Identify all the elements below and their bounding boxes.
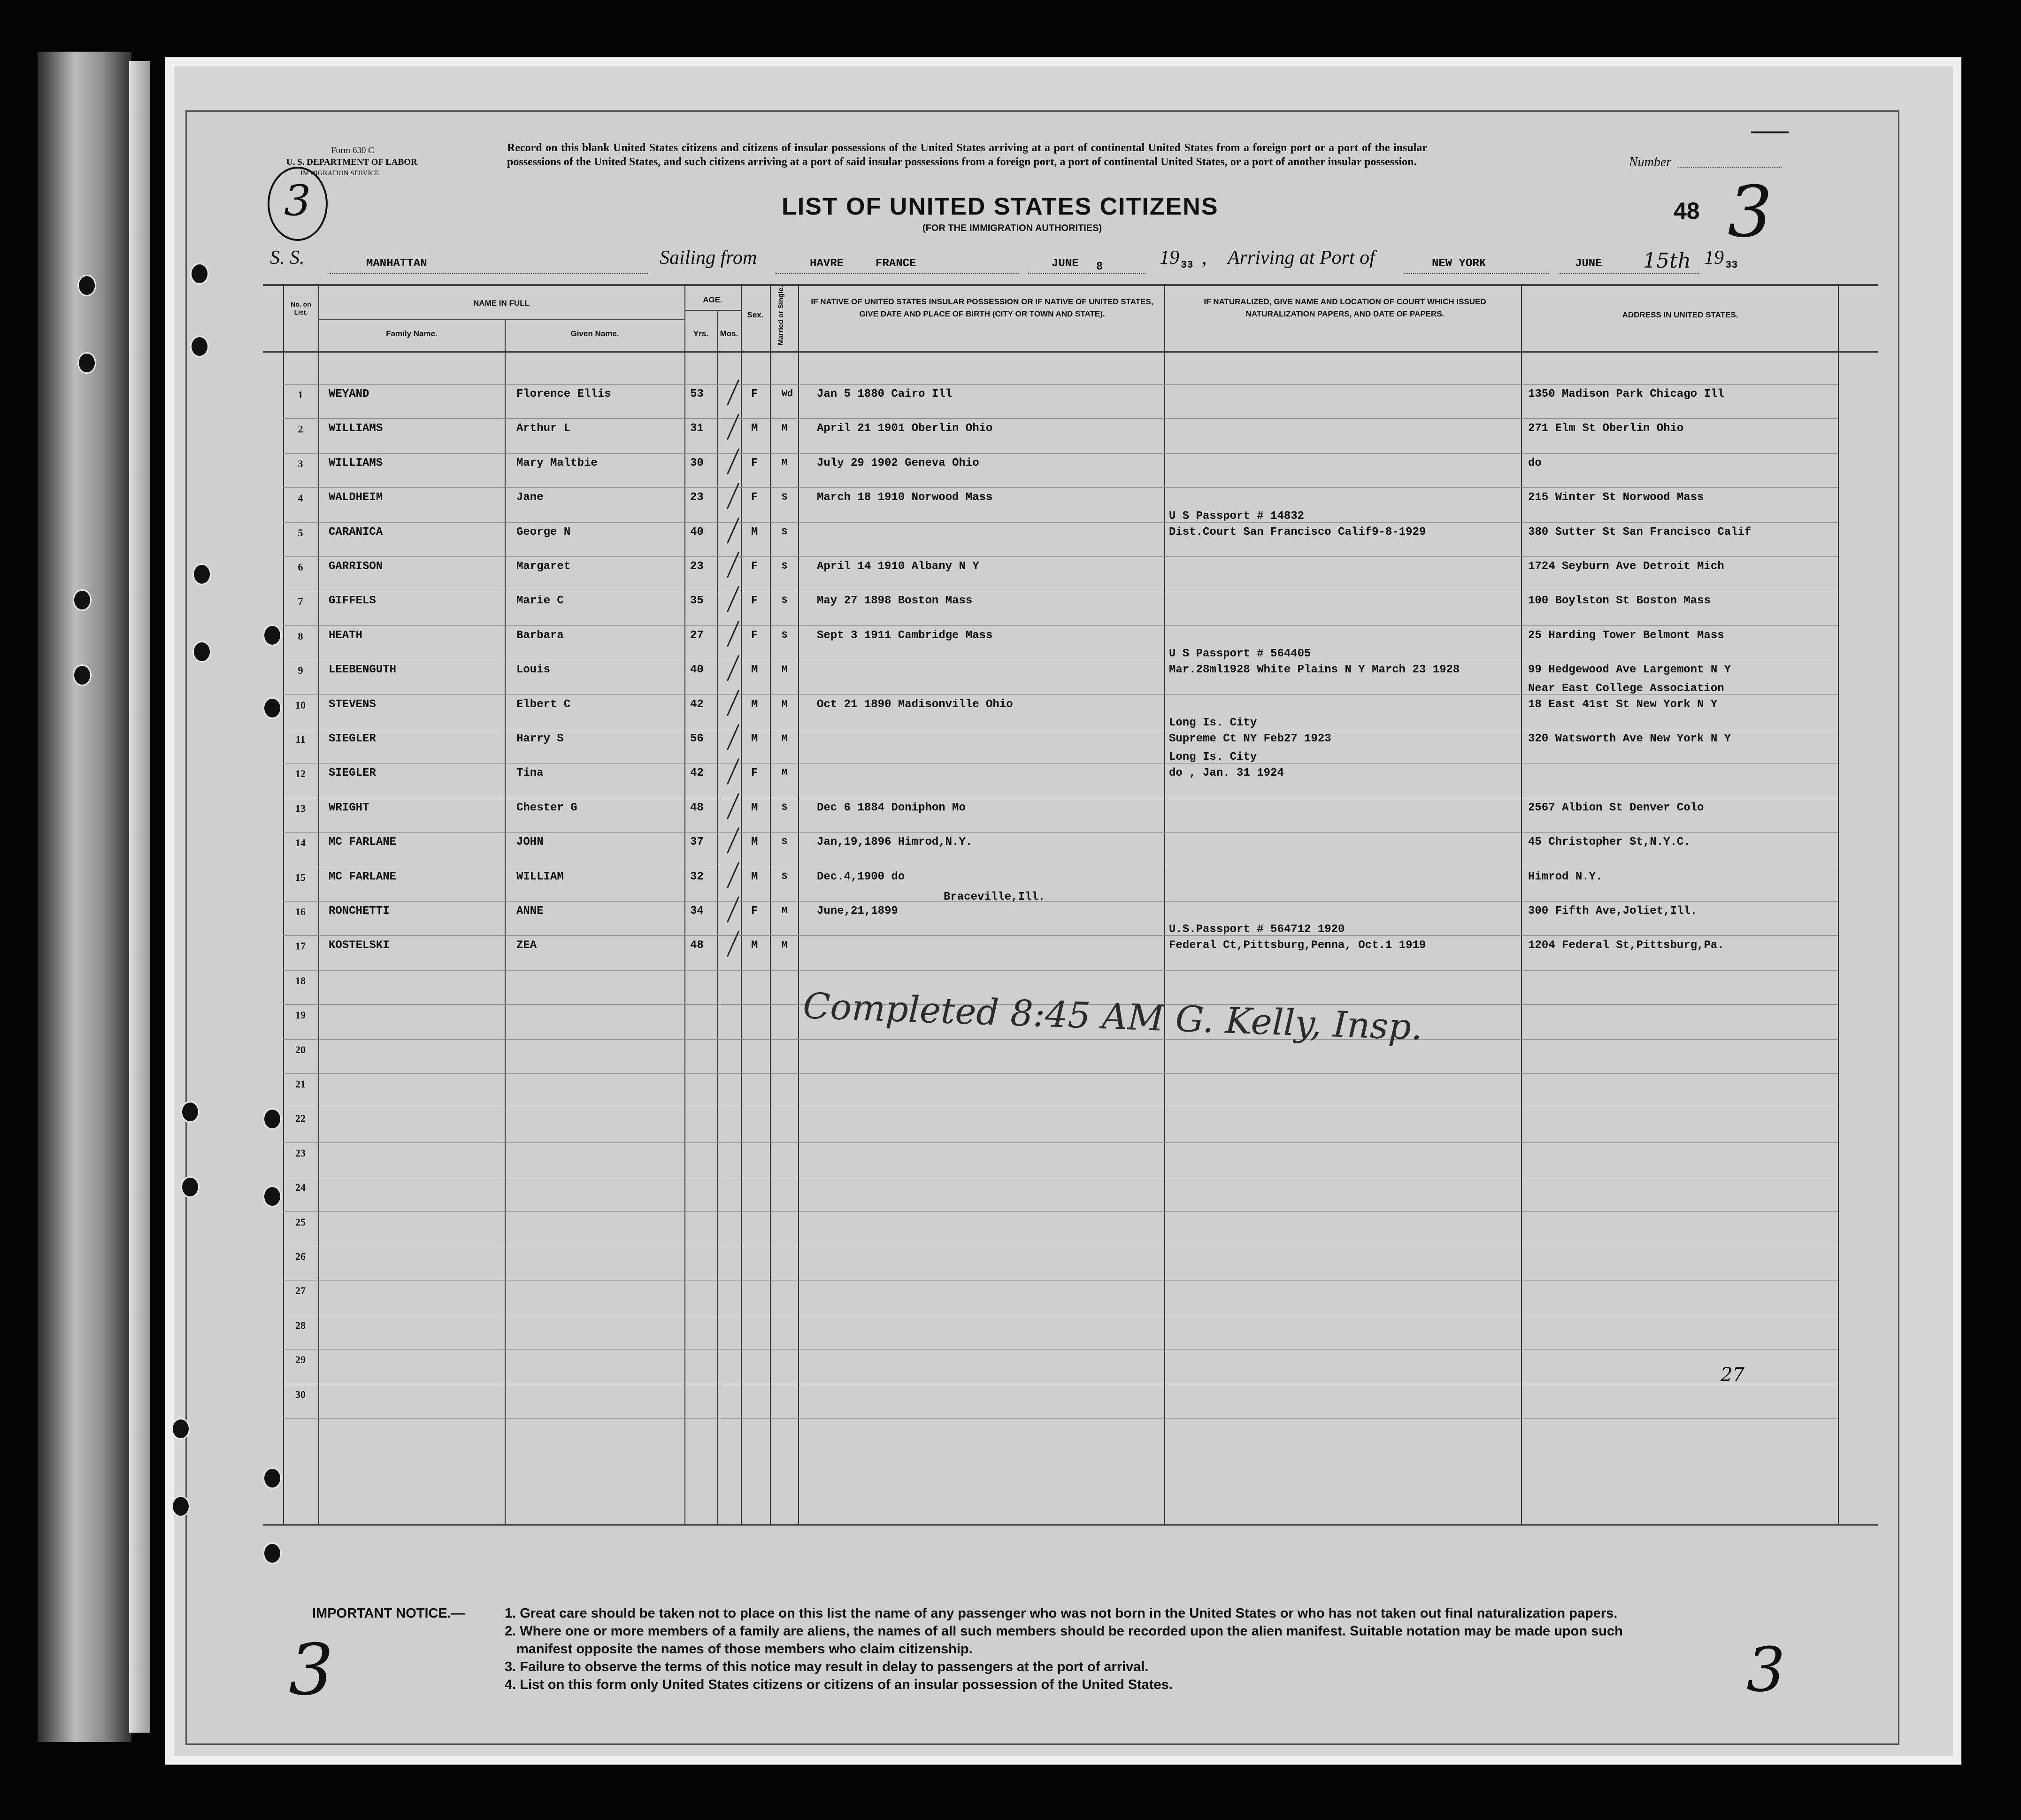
punch-hole (77, 352, 96, 374)
header-age: AGE. (703, 295, 722, 304)
birth-details: July 29 1902 Geneva Ohio (817, 456, 979, 470)
naturalization-note: Long Is. City (1169, 751, 1257, 764)
sex: F (751, 767, 758, 780)
number-line (1678, 167, 1782, 168)
row-number: 7 (298, 595, 303, 608)
age-years: 48 (690, 939, 704, 952)
table-bottom-rule (263, 1524, 1878, 1526)
naturalization: Supreme Ct NY Feb27 1923 (1169, 733, 1331, 745)
row-number: 9 (298, 664, 303, 677)
naturalization: Mar.28ml1928 White Plains N Y March 23 1928 (1169, 663, 1460, 677)
list-number: 48 (1674, 198, 1700, 224)
notice-left-mark: 3 (289, 1629, 334, 1711)
row-rule (283, 487, 1838, 488)
sex: M (751, 422, 758, 435)
given-name: Arthur L (516, 422, 571, 435)
sex: F (751, 456, 758, 470)
header-naturalized: IF NATURALIZED, GIVE NAME AND LOCATION OF COURT WHICH ISSUED NATURALIZATION PAPERS, AND DATE OF PAPERS. (1204, 297, 1486, 318)
birth-details: Dec 6 1884 Doniphon Mo (817, 801, 966, 814)
row-number: 20 (295, 1043, 306, 1056)
given-name: Chester G (516, 801, 577, 814)
sex: F (751, 388, 758, 401)
row-number: 29 (295, 1354, 306, 1366)
header-yrs: Yrs. (693, 329, 709, 338)
naturalization: do , Jan. 31 1924 (1169, 767, 1284, 780)
given-name: Louis (516, 663, 551, 677)
marital-status: S (782, 595, 788, 607)
punch-hole (181, 1101, 200, 1123)
address: 2567 Albion St Denver Colo (1528, 801, 1704, 814)
address-note: Near East College Association (1528, 682, 1724, 695)
row-number: 28 (295, 1319, 306, 1331)
birth-details: March 18 1910 Norwood Mass (817, 491, 993, 504)
ship-name: MANHATTAN (366, 257, 427, 270)
row-rule (283, 901, 1838, 902)
punch-hole (263, 1467, 282, 1489)
row-number: 3 (298, 457, 303, 470)
punch-hole (192, 563, 211, 585)
family-name: RONCHETTI (329, 905, 390, 918)
address: 99 Hedgewood Ave Largemont N Y (1528, 663, 1731, 677)
sail-year-prefix: 19 (1160, 247, 1179, 269)
arrival-year: 33 (1725, 259, 1738, 271)
sex: M (751, 698, 758, 711)
row-rule (283, 1211, 1838, 1212)
binder-edge (129, 61, 150, 1733)
birth-place-note: Braceville,Ill. (944, 891, 1045, 903)
row-rule (283, 1349, 1838, 1350)
row-rule (283, 1039, 1838, 1040)
marital-status: M (782, 906, 788, 917)
marital-status: M (782, 733, 788, 744)
notice-item-4: 4. List on this form only United States citizens or citizens of an insular possession of the United States. (505, 1677, 1173, 1692)
row-rule (283, 453, 1838, 454)
notice-item-3: 3. Failure to observe the terms of this notice may result in delay to passengers at the port of arrival. (505, 1659, 1149, 1674)
sex: F (751, 594, 758, 608)
marital-status: M (782, 768, 788, 779)
col-rule (1164, 284, 1165, 1524)
age-years: 32 (690, 870, 704, 883)
punch-hole (190, 336, 209, 357)
punch-hole (263, 1108, 282, 1130)
family-name: SIEGLER (329, 733, 376, 745)
punch-hole (73, 664, 92, 686)
header-married-single: Married or Single. (777, 285, 785, 345)
col-rule (798, 284, 799, 1524)
header-birth: IF NATIVE OF UNITED STATES INSULAR POSSESSION OR IF NATIVE OF UNITED STATES, GIVE DATE AND PLACE OF BIRTH (CITY OR TOWN AND STATE). (811, 297, 1153, 318)
page-title: LIST OF UNITED STATES CITIZENS (782, 193, 1219, 220)
age-years: 23 (690, 491, 704, 504)
given-name: George N (516, 525, 571, 539)
sex: M (751, 870, 758, 883)
marital-status: M (782, 423, 788, 434)
table-top-rule (263, 284, 1878, 286)
address: 300 Fifth Ave,Joliet,Ill. (1528, 905, 1698, 918)
given-name: JOHN (516, 836, 544, 849)
col-rule (505, 319, 506, 1524)
arrival-date-line (1559, 273, 1699, 274)
col-rule (318, 284, 319, 1524)
row-number: 5 (298, 526, 303, 539)
given-name: Harry S (516, 733, 564, 745)
page-mark: 27 (1721, 1364, 1744, 1386)
row-number: 18 (295, 974, 306, 987)
address: 100 Boylston St Boston Mass (1528, 594, 1711, 608)
given-name: Mary Maltbie (516, 456, 598, 470)
row-rule (283, 522, 1838, 523)
given-name: Tina (516, 767, 544, 780)
marital-status: Wd (782, 389, 793, 400)
given-name: Barbara (516, 629, 564, 642)
col-rule (684, 284, 685, 1524)
sex: F (751, 560, 758, 573)
ss-label: S. S. (270, 247, 305, 269)
col-rule (770, 284, 771, 1524)
row-rule (283, 832, 1838, 833)
col-rule (1838, 284, 1839, 1524)
header-family-name: Family Name. (386, 329, 438, 338)
row-number: 1 (298, 389, 303, 401)
punch-hole (263, 697, 282, 719)
address: Himrod N.Y. (1528, 870, 1603, 883)
birth-details: April 21 1901 Oberlin Ohio (817, 422, 993, 435)
col-rule (1521, 284, 1522, 1524)
col-rule (741, 284, 742, 1524)
header-given-name: Given Name. (570, 329, 619, 338)
birth-details: April 14 1910 Albany N Y (817, 560, 979, 573)
row-number: 12 (295, 768, 306, 780)
given-name: Marie C (516, 594, 564, 608)
punch-hole (171, 1418, 190, 1440)
birth-details: May 27 1898 Boston Mass (817, 594, 973, 608)
row-number: 23 (295, 1147, 306, 1159)
given-name: Florence Ellis (516, 388, 611, 401)
sail-month: JUNE (1052, 257, 1079, 270)
arrival-day: 15th (1643, 249, 1691, 273)
given-name: ANNE (516, 905, 544, 918)
row-rule (283, 935, 1838, 936)
age-years: 40 (690, 663, 704, 677)
row-rule (283, 384, 1838, 385)
naturalization-note: Long Is. City (1169, 717, 1257, 729)
sail-date-line (1028, 273, 1145, 274)
marital-status: S (782, 871, 788, 882)
marital-status: S (782, 492, 788, 503)
address: 18 East 41st St New York N Y (1528, 698, 1718, 711)
given-name: Elbert C (516, 698, 571, 711)
family-name: KOSTELSKI (329, 939, 390, 952)
completed-annotation: Completed 8:45 AM G. Kelly, Insp. (802, 984, 1423, 1049)
age-subhead-rule (684, 310, 741, 311)
address: 380 Sutter St San Francisco Calif (1528, 525, 1752, 539)
header-no: No. on List. (291, 301, 311, 316)
row-number: 25 (295, 1216, 306, 1228)
address: 215 Winter St Norwood Mass (1528, 491, 1704, 504)
number-dash (1751, 131, 1789, 133)
family-name: CARANICA (329, 525, 383, 539)
row-number: 27 (295, 1285, 306, 1297)
family-name: LEEBENGUTH (329, 663, 397, 677)
row-number: 24 (295, 1181, 306, 1194)
service: IMMIGRATION SERVICE (300, 170, 379, 177)
given-name: Margaret (516, 560, 571, 573)
row-number: 21 (295, 1078, 306, 1090)
age-years: 37 (690, 836, 704, 849)
arriving-label: Arriving at Port of (1228, 247, 1375, 269)
header-address: ADDRESS IN UNITED STATES. (1622, 310, 1738, 319)
age-years: 42 (690, 767, 704, 780)
sex: M (751, 836, 758, 849)
given-name: Jane (516, 491, 544, 504)
header-sex: Sex. (747, 310, 764, 319)
address: 1204 Federal St,Pittsburg,Pa. (1528, 939, 1724, 952)
sail-year: 33 (1181, 259, 1193, 271)
naturalization-note: U S Passport # 14832 (1169, 509, 1305, 523)
sail-day: 8 (1096, 261, 1103, 273)
age-years: 42 (690, 698, 704, 711)
birth-details: Dec.4,1900 do (817, 870, 905, 883)
age-years: 34 (690, 905, 704, 918)
from-city: HAVRE (810, 257, 844, 270)
naturalization-note: U S Passport # 564405 (1169, 648, 1311, 661)
punch-hole (73, 589, 92, 611)
row-number: 2 (298, 423, 303, 435)
family-name: WALDHEIM (329, 491, 383, 504)
intro-text: Record on this blank United States citizens and citizens of insular possessions of the United States arriving at a port of continental United States from a foreign port or a port of the insular possessions of the United States, and such citizens arriving at a port of said insular possessions from a foreign port, a port of continental United States, or a port of another insular possession. (507, 142, 1427, 168)
family-name: WILLIAMS (329, 422, 383, 435)
number-label: Number (1629, 155, 1672, 170)
arrival-month: JUNE (1575, 257, 1602, 270)
sex: F (751, 491, 758, 504)
punch-hole (263, 1542, 282, 1564)
circled-mark-number: 3 (284, 176, 311, 225)
row-rule (283, 1073, 1838, 1074)
arrival-port: NEW YORK (1432, 257, 1486, 270)
age-years: 35 (690, 594, 704, 608)
marital-status: M (782, 664, 788, 676)
form-sheet (185, 110, 1899, 1745)
marital-status: S (782, 561, 788, 572)
page-subtitle: (FOR THE IMMIGRATION AUTHORITIES) (922, 223, 1102, 233)
age-years: 27 (690, 629, 704, 642)
row-number: 26 (295, 1250, 306, 1262)
row-rule (283, 1418, 1838, 1419)
punch-hole (263, 625, 282, 646)
row-number: 15 (295, 871, 306, 883)
port-line (1404, 273, 1549, 274)
marital-status: S (782, 802, 788, 813)
binder-spine (38, 52, 131, 1742)
given-name: ZEA (516, 939, 537, 952)
age-years: 23 (690, 560, 704, 573)
row-number: 14 (295, 837, 306, 849)
from-country: FRANCE (876, 257, 916, 270)
col-rule (283, 284, 284, 1524)
family-name: GARRISON (329, 560, 383, 573)
birth-details: Jan 5 1880 Cairo Ill (817, 388, 953, 401)
row-number: 13 (295, 802, 306, 814)
address: 1724 Seyburn Ave Detroit Mich (1528, 560, 1724, 573)
age-years: 53 (690, 388, 704, 401)
address: 320 Watsworth Ave New York N Y (1528, 733, 1731, 745)
sailing-from-label: Sailing from (660, 247, 757, 269)
family-name: WILLIAMS (329, 456, 383, 470)
birth-details: June,21,1899 (817, 905, 898, 918)
given-name: WILLIAM (516, 870, 564, 883)
family-name: WRIGHT (329, 801, 369, 814)
age-years: 40 (690, 525, 704, 539)
arrival-year-prefix: 19 (1704, 247, 1724, 269)
address: 45 Christopher St,N.Y.C. (1528, 836, 1691, 849)
family-name: WEYAND (329, 388, 369, 401)
marital-status: M (782, 457, 788, 469)
naturalization-note: U.S.Passport # 564712 1920 (1169, 923, 1345, 936)
name-subhead-rule (318, 319, 684, 320)
row-number: 11 (295, 733, 306, 745)
header-name-in-full: NAME IN FULL (473, 299, 530, 308)
sex: M (751, 733, 758, 745)
punch-hole (263, 1186, 282, 1207)
row-number: 8 (298, 630, 303, 642)
row-number: 19 (295, 1009, 306, 1021)
age-years: 31 (690, 422, 704, 435)
row-rule (283, 625, 1838, 626)
family-name: HEATH (329, 629, 363, 642)
marital-status: S (782, 526, 788, 538)
punch-hole (171, 1496, 190, 1517)
punch-hole (77, 275, 96, 296)
department: U. S. DEPARTMENT OF LABOR (286, 157, 417, 167)
row-number: 17 (295, 940, 306, 952)
row-number: 4 (298, 492, 303, 504)
row-rule (283, 418, 1838, 419)
row-number: 6 (298, 561, 303, 573)
marital-status: M (782, 699, 788, 710)
age-years: 56 (690, 733, 704, 745)
address: do (1528, 456, 1542, 470)
col-rule (717, 310, 718, 1524)
from-line (775, 273, 1019, 274)
row-number: 22 (295, 1112, 306, 1125)
sex: M (751, 663, 758, 677)
sex: F (751, 905, 758, 918)
family-name: MC FARLANE (329, 870, 397, 883)
marital-status: S (782, 837, 788, 848)
punch-hole (192, 641, 211, 663)
birth-details: Oct 21 1890 Madisonville Ohio (817, 698, 1013, 711)
age-years: 48 (690, 801, 704, 814)
family-name: GIFFELS (329, 594, 376, 608)
row-number: 10 (295, 699, 306, 711)
naturalization: Dist.Court San Francisco Calif9-8-1929 (1169, 525, 1426, 539)
notice-item-1: 1. Great care should be taken not to place on this list the name of any passenger who was not born in the United States or who has not taken out final naturalization papers. (505, 1606, 1618, 1621)
notice-label: IMPORTANT NOTICE.— (312, 1606, 465, 1621)
address: 1350 Madison Park Chicago Ill (1528, 388, 1724, 401)
notice-item-2: 2. Where one or more members of a family are aliens, the names of all such members should be recorded upon the alien manifest. Suitable notation may be made upon such (505, 1624, 1623, 1639)
family-name: MC FARLANE (329, 836, 397, 849)
birth-details: Sept 3 1911 Cambridge Mass (817, 629, 993, 642)
comma: , (1202, 247, 1207, 269)
row-rule (283, 556, 1838, 557)
header-mos: Mos. (720, 329, 738, 338)
handwritten-list-number: 3 (1728, 171, 1773, 253)
address: 25 Harding Tower Belmont Mass (1528, 629, 1724, 642)
punch-hole (190, 263, 209, 285)
address: 271 Elm St Oberlin Ohio (1528, 422, 1684, 435)
birth-details: Jan,19,1896 Himrod,N.Y. (817, 836, 973, 849)
sex: M (751, 801, 758, 814)
marital-status: S (782, 630, 788, 641)
age-years: 30 (690, 456, 704, 470)
family-name: SIEGLER (329, 767, 376, 780)
ship-line (329, 273, 648, 274)
punch-hole (181, 1176, 200, 1198)
sex: M (751, 939, 758, 952)
sex: F (751, 629, 758, 642)
row-number: 30 (295, 1388, 306, 1400)
notice-item-2-cont: manifest opposite the names of those members who claim citizenship. (516, 1642, 973, 1657)
row-rule (283, 970, 1838, 971)
sex: M (751, 525, 758, 539)
naturalization: Federal Ct,Pittsburg,Penna, Oct.1 1919 (1169, 939, 1426, 952)
row-rule (283, 1142, 1838, 1143)
notice-right-mark: 3 (1746, 1634, 1785, 1705)
form-number: Form 630 C (331, 146, 374, 155)
marital-status: M (782, 940, 788, 951)
family-name: STEVENS (329, 698, 376, 711)
row-number: 16 (295, 906, 306, 918)
